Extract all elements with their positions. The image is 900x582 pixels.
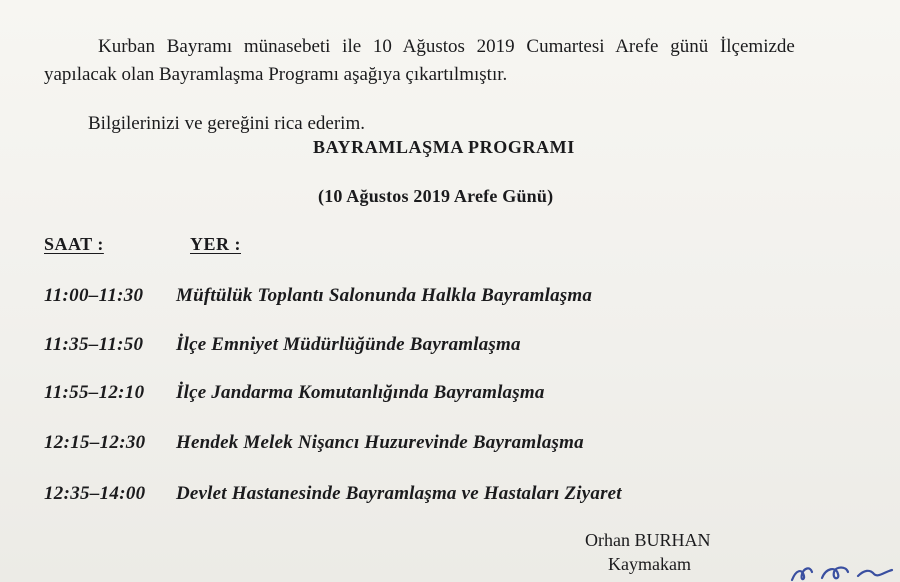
schedule-row bbox=[44, 333, 521, 357]
schedule-row bbox=[44, 431, 584, 455]
schedule-time: 11:00–11:30 bbox=[44, 285, 144, 306]
schedule-place: Devlet Hastanesinde Bayramlaşma ve Hastaları Ziyaret bbox=[176, 483, 622, 504]
handwritten-ink-mark bbox=[788, 560, 896, 582]
intro-paragraph-line-2: yapılacak olan Bayramlaşma Programı aşağıya çıkartılmıştır. bbox=[44, 64, 508, 85]
schedule-time: 11:35–11:50 bbox=[44, 334, 144, 355]
schedule-place: İlçe Jandarma Komutanlığında Bayramlaşma bbox=[176, 382, 545, 403]
request-line: Bilgilerinizi ve gereğini rica ederim. bbox=[88, 113, 365, 134]
time-column-header: SAAT : bbox=[44, 234, 104, 254]
schedule-place: İlçe Emniyet Müdürlüğünde Bayramlaşma bbox=[176, 334, 521, 355]
signatory-title: Kaymakam bbox=[608, 554, 691, 574]
intro-paragraph-line-1: Kurban Bayramı münasebeti ile 10 Ağustos 2019 Cumartesi Arefe günü İlçemizde bbox=[98, 36, 795, 57]
schedule-row bbox=[44, 284, 592, 308]
program-subtitle: (10 Ağustos 2019 Arefe Günü) bbox=[318, 186, 554, 206]
schedule-time: 12:15–12:30 bbox=[44, 432, 146, 453]
schedule-place: Müftülük Toplantı Salonunda Halkla Bayramlaşma bbox=[176, 285, 593, 306]
schedule-time: 11:55–12:10 bbox=[44, 382, 145, 403]
schedule-row bbox=[44, 381, 545, 405]
place-column-header: YER : bbox=[190, 234, 241, 254]
signatory-name: Orhan BURHAN bbox=[585, 530, 711, 550]
program-title: BAYRAMLAŞMA PROGRAMI bbox=[313, 137, 575, 157]
schedule-time: 12:35–14:00 bbox=[44, 483, 146, 504]
schedule-row bbox=[44, 482, 622, 506]
schedule-place: Hendek Melek Nişancı Huzurevinde Bayramlaşma bbox=[176, 432, 584, 453]
